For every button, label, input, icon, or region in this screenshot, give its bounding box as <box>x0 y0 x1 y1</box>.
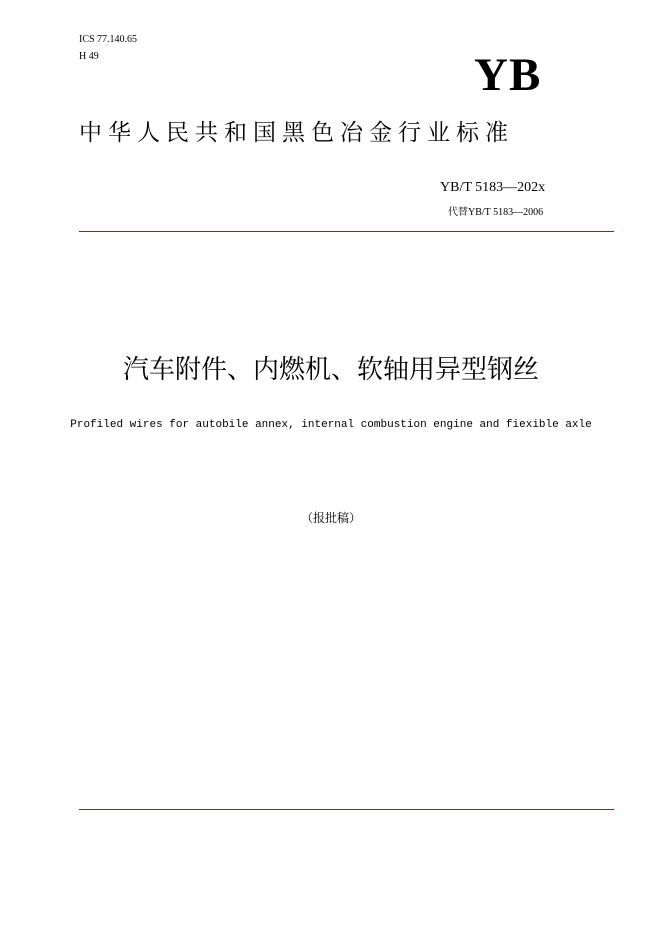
standard-number: YB/T 5183—202x <box>440 180 546 195</box>
draft-status: （报批稿） <box>300 511 361 525</box>
document-title-english: Profiled wires for autobile annex, internal combustion engine and fiexible axle <box>70 419 592 431</box>
organization-title: 中华人民共和国黑色冶金行业标准 <box>79 120 514 145</box>
top-divider <box>79 231 614 232</box>
ics-code: ICS 77.140.65 <box>79 34 138 45</box>
document-title-chinese: 汽车附件、内燃机、软轴用异型钢丝 <box>122 355 539 385</box>
yb-logo: YB <box>474 49 542 101</box>
ccs-code: H 49 <box>79 51 99 62</box>
bottom-divider <box>79 809 614 810</box>
replaces-standard: 代替YB/T 5183—2006 <box>448 207 544 218</box>
